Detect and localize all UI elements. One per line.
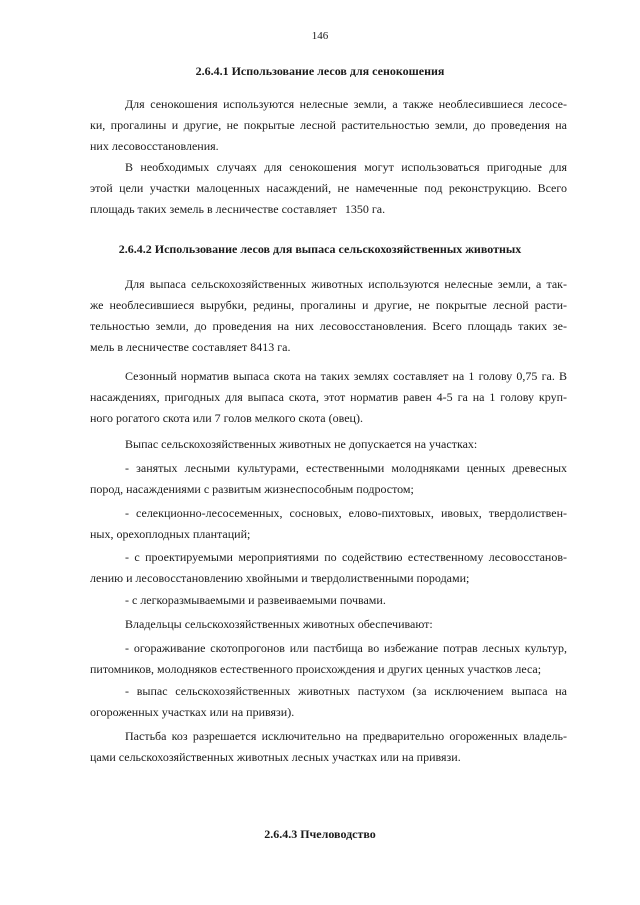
page-number: 146 <box>311 30 329 42</box>
text-line: мель в лесничестве составляет 8413 га. <box>90 340 291 354</box>
list-item <box>90 681 567 723</box>
list-item <box>90 590 567 611</box>
text-line: пород, насаждениями с развитым жизнеспособным подростом; <box>90 482 414 496</box>
text-line: Для выпаса сельскохозяйственных животных используются нелесные земли, а так- <box>125 277 567 291</box>
text-line: - огораживание скотопрогонов или пастбища во избежание потрав лесных культур, <box>125 641 567 655</box>
list-item <box>90 547 567 589</box>
text-line: - селекционно-лесосеменных, сосновых, елово-пихтовых, ивовых, твердолиствен- <box>125 506 567 520</box>
text-line: ных, орехоплодных плантаций; <box>90 527 251 541</box>
text-line: Владельцы сельскохозяйственных животных обеспечивают: <box>125 617 433 631</box>
section-heading-hay-mowing: 2.6.4.1 Использование лесов для сенокошения <box>195 64 445 78</box>
text-line <box>90 199 567 220</box>
list-item <box>90 638 567 680</box>
area-text: площадь таких земель в лесничестве составляет <box>90 202 337 216</box>
text-line: насаждениях, пригодных для выпаса скота, этот норматив равен 4-5 га на 1 голову круп- <box>90 390 567 404</box>
section-heading-beekeeping: 2.6.4.3 Пчеловодство <box>264 827 376 841</box>
text-line: огороженных участках или на привязи). <box>90 705 295 719</box>
text-line: же необлесившиеся вырубки, редины, прогалины и другие, не покрытые лесной расти- <box>90 298 567 312</box>
text-line: тельностью земли, до проведения на них лесовосстановления. Всего площадь таких зе- <box>90 319 567 333</box>
text-line: Для сенокошения используются нелесные земли, а также необлесившиеся лесосе- <box>125 97 567 111</box>
paragraph <box>90 614 567 635</box>
text-line: - с проектируемыми мероприятиями по содействию естественному лесовосстанов- <box>125 550 567 564</box>
text-line: них лесовосстановления. <box>90 139 219 153</box>
text-line: лению и лесовосстановлению хвойными и твердолиственными породами; <box>90 571 470 585</box>
text-line: - с легкоразмываемыми и развеиваемыми почвами. <box>125 593 386 607</box>
text-line: Выпас сельскохозяйственных животных не допускается на участках: <box>125 437 478 451</box>
paragraph <box>90 274 567 358</box>
text-line: питомников, молодняков естественного происхождения и других ценных участков леса; <box>90 662 542 676</box>
paragraph <box>90 434 567 455</box>
text-line: этой цели участки малоценных насаждений, не намеченные под реконструкцию. Всего <box>90 181 567 195</box>
text-line: ки, прогалины и другие, не покрытые лесной растительностью земли, до проведения на <box>90 118 567 132</box>
text-line: Сезонный норматив выпаса скота на таких землях составляет на 1 голову 0,75 га. В <box>125 369 567 383</box>
section-heading-grazing: 2.6.4.2 Использование лесов для выпаса сельскохозяйственных животных <box>118 242 522 256</box>
text-line: В необходимых случаях для сенокошения могут использоваться пригодные для <box>125 160 567 174</box>
text-line: - выпас сельскохозяйственных животных пастухом (за исключением выпаса на <box>125 684 567 698</box>
list-item <box>90 458 567 500</box>
text-line: - занятых лесными культурами, естественными молодняками ценных древесных <box>125 461 567 475</box>
paragraph <box>90 94 567 157</box>
text-line: цами сельскохозяйственных животных лесных участках или на привязи. <box>90 750 461 764</box>
paragraph <box>90 366 567 429</box>
text-line: Пастьба коз разрешается исключительно на предварительно огороженных владель- <box>125 729 567 743</box>
area-unit: га. <box>371 202 386 216</box>
text-line: ного рогатого скота или 7 голов мелкого скота (овец). <box>90 411 363 425</box>
paragraph <box>90 157 567 220</box>
area-value: 1350 <box>344 202 369 216</box>
paragraph <box>90 726 567 768</box>
list-item <box>90 503 567 545</box>
